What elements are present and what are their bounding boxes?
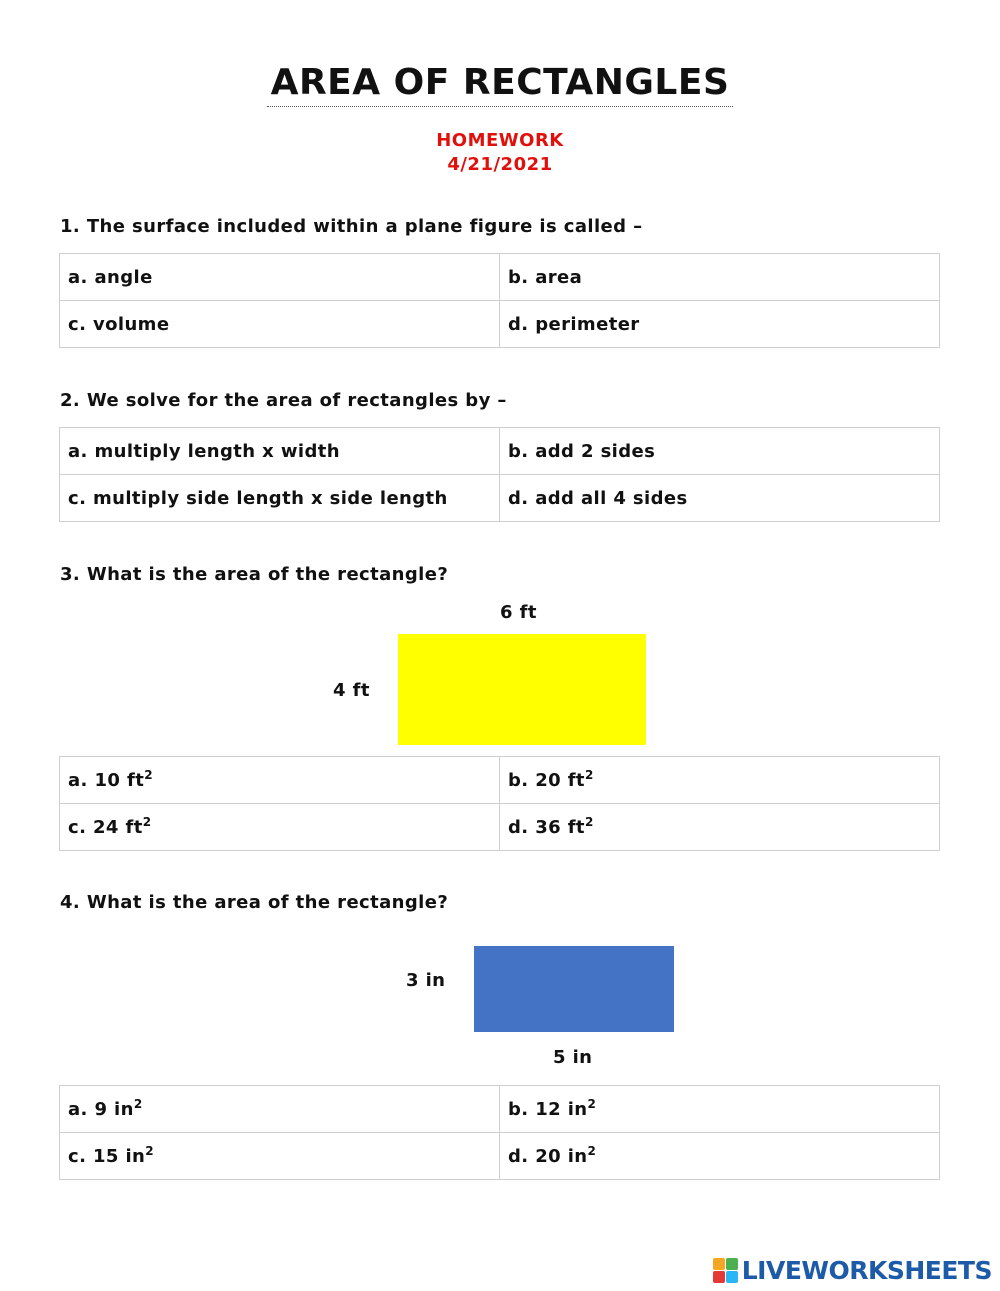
question-1-options bbox=[59, 253, 940, 348]
question-4-options bbox=[59, 1085, 940, 1180]
q3-option-a[interactable] bbox=[60, 757, 500, 804]
q2-option-a[interactable]: a. multiply length x width bbox=[60, 428, 500, 475]
q4-option-c-text: c. 15 in bbox=[68, 1145, 146, 1167]
question-1: 1. The surface included within a plane figure is called – bbox=[60, 216, 643, 237]
q1-option-d[interactable]: d. perimeter bbox=[500, 301, 940, 348]
q3-option-c[interactable] bbox=[60, 804, 500, 851]
q4-rectangle-figure bbox=[474, 946, 674, 1032]
homework-label: HOMEWORK bbox=[436, 130, 564, 151]
q4-option-a-text: a. 9 in bbox=[68, 1098, 134, 1120]
q3-option-b-exponent: 2 bbox=[584, 767, 594, 782]
q4-option-d[interactable] bbox=[500, 1133, 940, 1180]
q3-option-b[interactable] bbox=[500, 757, 940, 804]
page-title-text: AREA OF RECTANGLES bbox=[267, 62, 734, 107]
logo-square-3 bbox=[713, 1271, 725, 1283]
q3-option-d-text: d. 36 ft bbox=[508, 816, 585, 838]
q2-option-c[interactable]: c. multiply side length x side length bbox=[60, 475, 500, 522]
q3-option-a-exponent: 2 bbox=[144, 767, 153, 782]
q3-option-d-exponent: 2 bbox=[584, 814, 594, 829]
q3-option-b-text: b. 20 ft bbox=[508, 769, 585, 791]
q4-option-a[interactable] bbox=[60, 1086, 500, 1133]
q4-option-c-exponent: 2 bbox=[145, 1143, 155, 1158]
q3-width-label: 6 ft bbox=[500, 602, 537, 623]
question-4: 4. What is the area of the rectangle? bbox=[60, 892, 449, 913]
q4-option-b[interactable] bbox=[500, 1086, 940, 1133]
q3-option-c-exponent: 2 bbox=[142, 814, 152, 829]
q4-option-d-text: d. 20 in bbox=[508, 1145, 588, 1167]
q3-option-a-text: a. 10 ft bbox=[68, 769, 145, 791]
liveworksheets-logo-icon bbox=[713, 1258, 738, 1283]
q3-option-d[interactable] bbox=[500, 804, 940, 851]
q3-height-label: 4 ft bbox=[333, 680, 370, 701]
logo-square-1 bbox=[713, 1258, 725, 1270]
q1-option-c[interactable]: c. volume bbox=[60, 301, 500, 348]
q1-option-a[interactable]: a. angle bbox=[60, 254, 500, 301]
q4-option-b-exponent: 2 bbox=[587, 1096, 597, 1111]
q4-height-label: 3 in bbox=[406, 970, 446, 991]
q2-option-d[interactable]: d. add all 4 sides bbox=[500, 475, 940, 522]
q4-option-d-exponent: 2 bbox=[587, 1143, 597, 1158]
q3-option-c-text: c. 24 ft bbox=[68, 816, 143, 838]
question-3-options bbox=[59, 756, 940, 851]
q4-width-label: 5 in bbox=[553, 1047, 593, 1068]
q3-rectangle-figure bbox=[398, 634, 646, 745]
logo-square-2 bbox=[726, 1258, 738, 1270]
liveworksheets-logo-text: LIVEWORKSHEETS bbox=[741, 1256, 992, 1285]
question-2-options bbox=[59, 427, 940, 522]
question-3: 3. What is the area of the rectangle? bbox=[60, 564, 449, 585]
q2-option-b[interactable]: b. add 2 sides bbox=[500, 428, 940, 475]
homework-date: 4/21/2021 bbox=[447, 154, 553, 175]
q4-option-c[interactable] bbox=[60, 1133, 500, 1180]
q1-option-b[interactable]: b. area bbox=[500, 254, 940, 301]
q4-option-b-text: b. 12 in bbox=[508, 1098, 588, 1120]
q4-option-a-exponent: 2 bbox=[133, 1096, 143, 1111]
liveworksheets-logo[interactable] bbox=[713, 1256, 992, 1285]
question-2: 2. We solve for the area of rectangles by – bbox=[60, 390, 507, 411]
logo-square-4 bbox=[726, 1271, 738, 1283]
page-title bbox=[0, 62, 1000, 103]
